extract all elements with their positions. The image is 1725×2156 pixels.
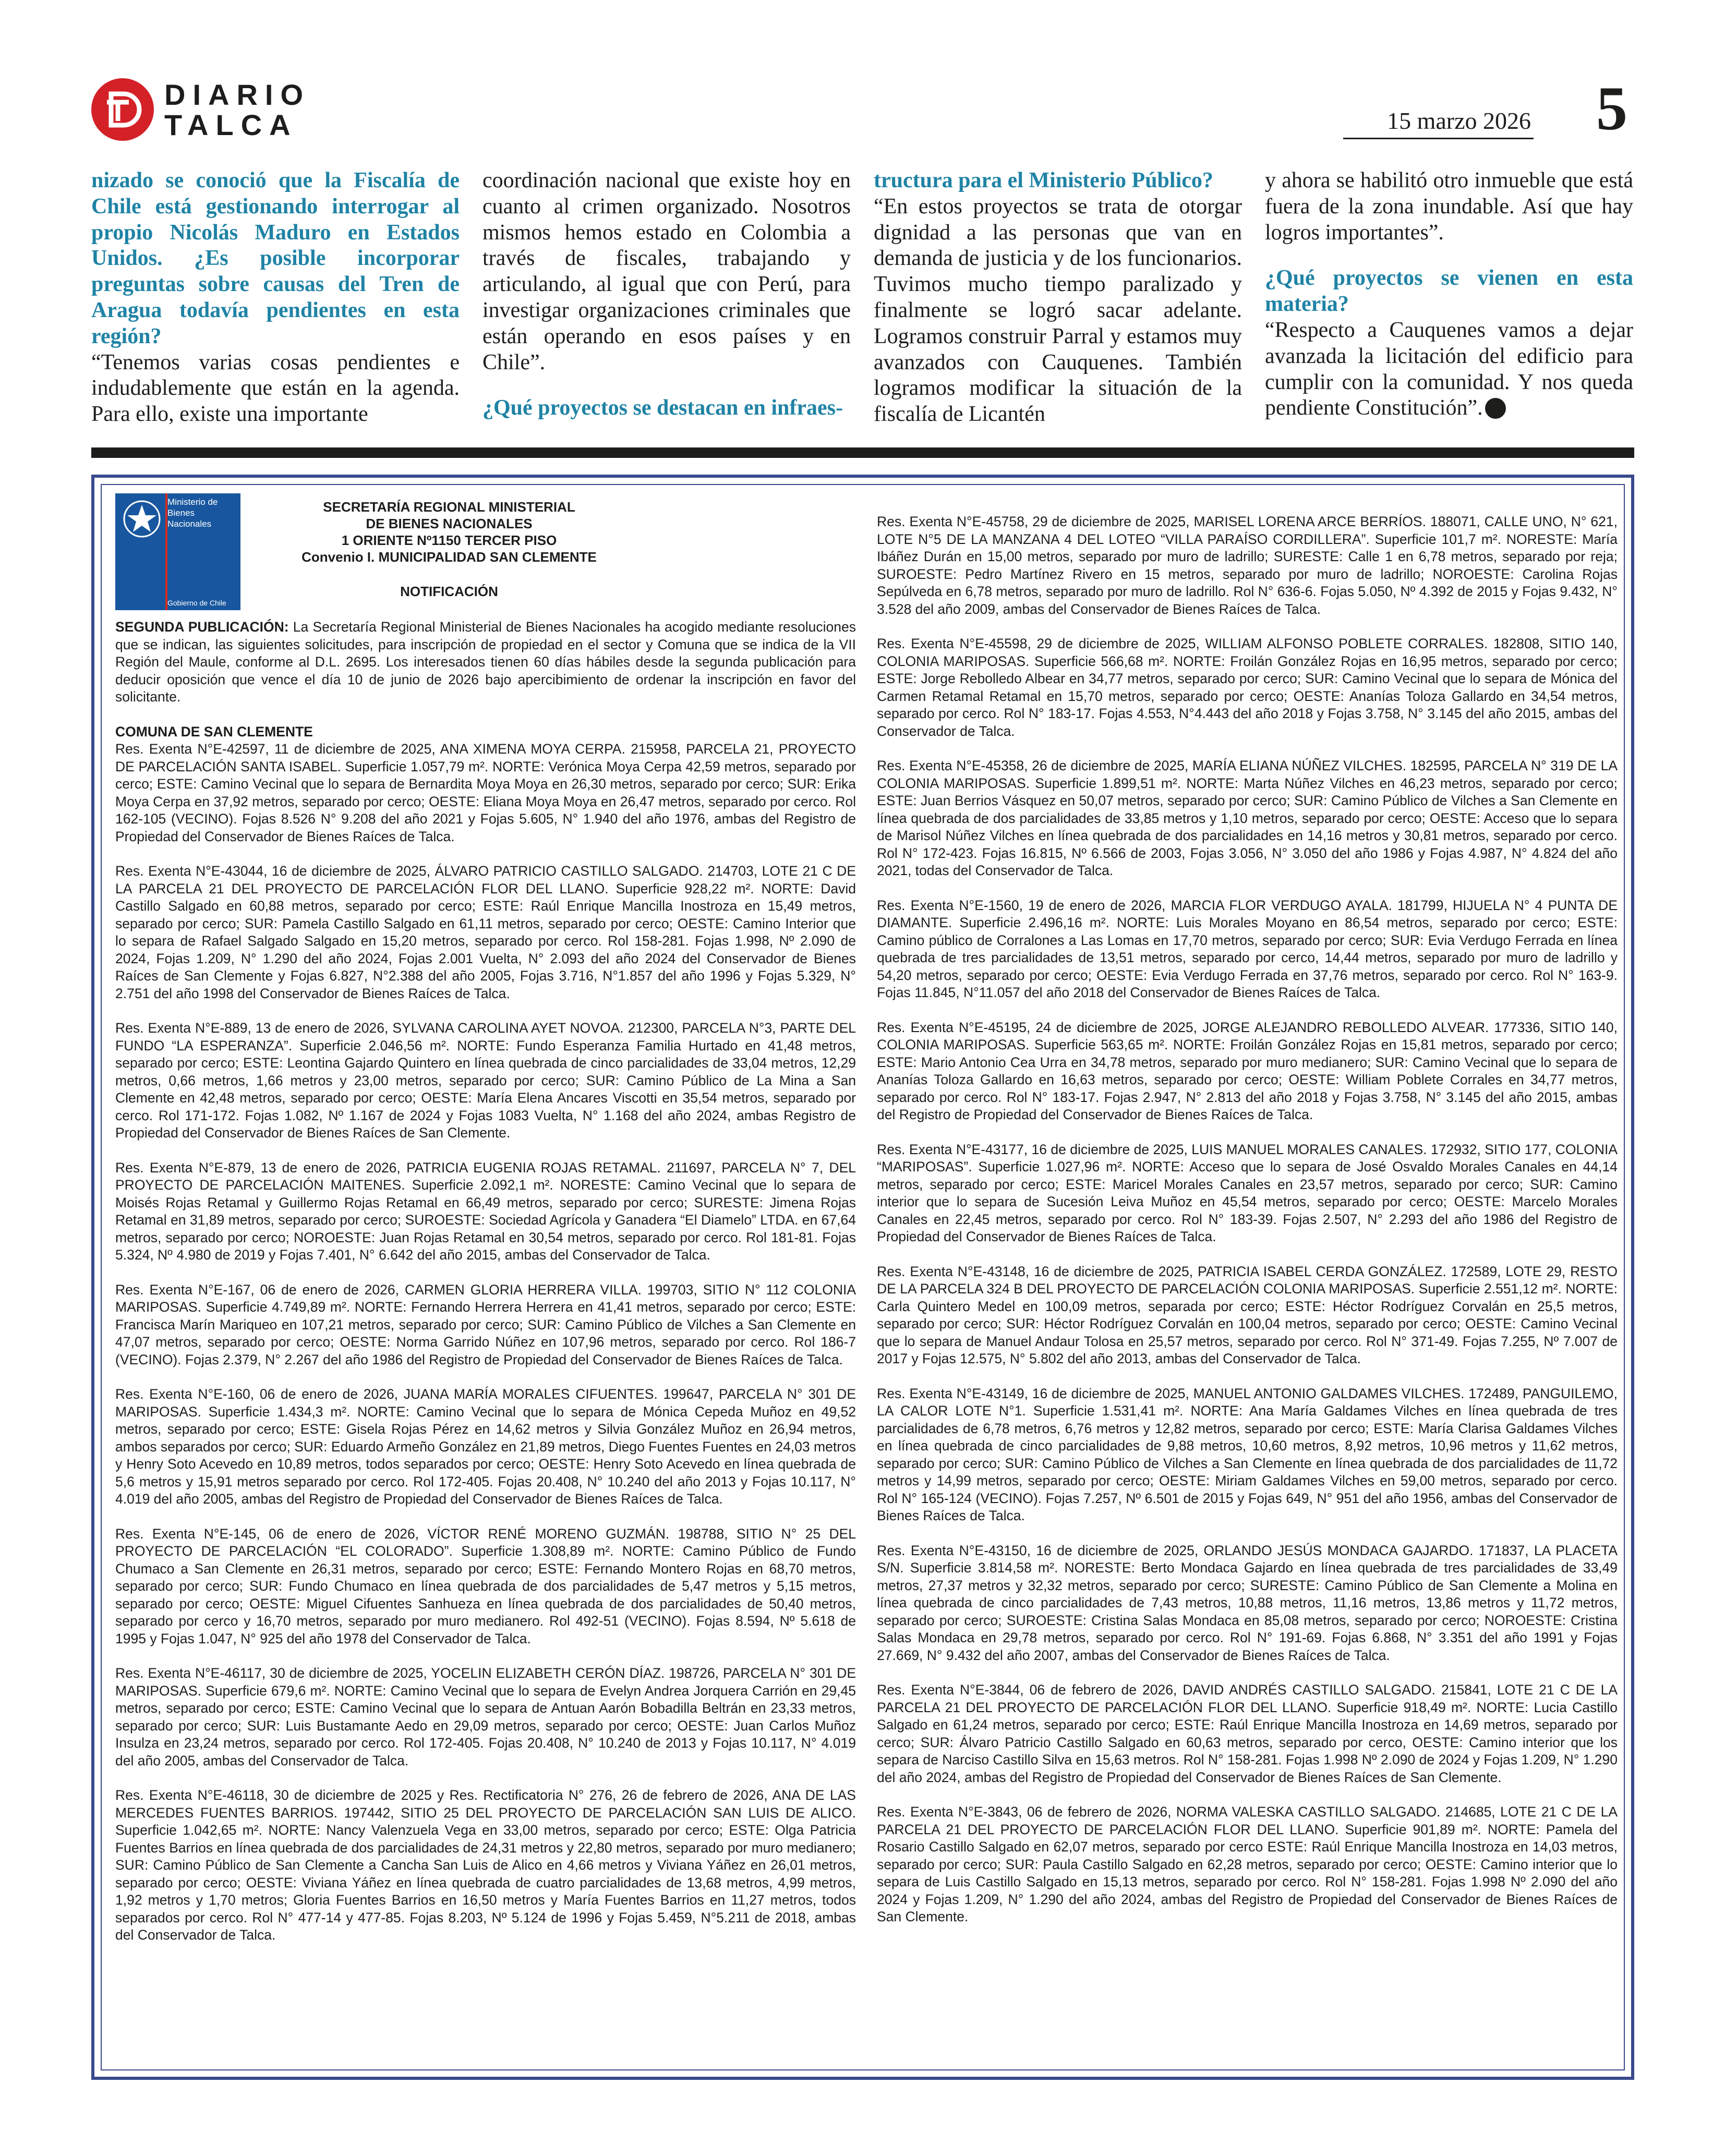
notice-header [251,499,647,600]
legal-notice-box [91,475,1634,2080]
logo-line2: TALCA [164,108,298,141]
notice-entry: Res. Exenta N°E-43177, 16 de diciembre de 2025, LUIS MANUEL MORALES CANALES. 172932, SITIO 177, COLONIA “MARIPOSAS”. Superficie 1.027,96 m². NORTE: Acceso que lo separa de José Osvaldo Morales Canales en 44,14 metros, separado por cerco; ESTE: Maricel Morales Canales en 23,57 metros, separado por cerco; SUR: Camino interior que lo separa de Sucesión Leiva Muñoz en 45,54 metros, separado por cerco; OESTE: Marcelo Morales Canales en 22,45 metros, separado por cerco. Rol N° 183-39. Fojas 2.507, N° 2.293 del año 1986 del Registro de Propiedad del Conservador de Bienes Raíces de Talca. [877,1141,1618,1244]
notice-head-line2: DE BIENES NACIONALES [366,516,533,531]
notice-entry: Res. Exenta N°E-167, 06 de enero de 2026, CARMEN GLORIA HERRERA VILLA. 199703, SITIO N° 112 COLONIA MARIPOSAS. Superficie 4.749,89 m². NORTE: Fernando Herrera Herrera en 41,41 metros, separado por cerco; ESTE: Francisca Marín Mariqueo en 107,21 metros, separado por cerco; SUR: Camino Público de Vilches a San Clemente en 47,07 metros, separado por cerco; OESTE: Norma Garrido Núñez en 107,96 metros, separado por cerco. Rol 186-7 (VECINO). Fojas 2.379, N° 2.267 del año 1986 del Registro de Propiedad del Conservador de Bienes Raíces de Talca. [115,1281,856,1367]
answer-3-wrap [1265,318,1633,421]
notice-entry: Res. Exenta N°E-46118, 30 de diciembre de 2025 y Res. Rectificatoria N° 276, 26 de febrero de 2026, ANA DE LAS MERCEDES FUENTES BARRIOS. 197442, SITIO 25 DEL PROYECTO DE PARCELACIÓN SAN LUIS DE ALICO. Superficie 1.042,65 m². NORTE: Nancy Valenzuela Vega en 33,00 metros, separado por cerco; ESTE: Olga Patricia Fuentes Barrios en línea quebrada de dos parcialidades de 24,31 metros y 22,80 metros, separado por muro medianero; SUR: Camino Público de San Clemente a Cancha San Luis de Alico en 4,66 metros y Viviana Yáñez en 26,01 metros, separado por cerco; OESTE: Viviana Yáñez en línea quebrada de cuatro parcialidades de 13,68 metros, 4,99 metros, 1,92 metros y 1,70 metros; Gloria Fuentes Barrios en 16,50 metros y María Fuentes Barrios en 11,27 metros, todos separados por cerco. Rol N° 477-14 y 477-85. Fojas 8.203, Nº 5.124 de 1996 y Fojas 5.459, N°5.211 de 2018, ambas del Conservador de Talca. [115,1787,856,1943]
notice-entry: Res. Exenta N°E-43150, 16 de diciembre de 2025, ORLANDO JESÚS MONDACA GAJARDO. 171837, LA PLACETA S/N. Superficie 3.814,58 m². NORESTE: Berto Mondaca Gajardo en línea quebrada de tres parcialidades de 33,49 metros, 27,37 metros y 32,32 metros, separado por cerco; SURESTE: Camino Público de San Clemente a Molina en línea quebrada de cinco parcialidades de 7,43 metros, 10,88 metros, 11,16 metros, 13,86 metros y 11,72 metros, separado por cerco; SUROESTE: Cristina Salas Mondaca en 85,08 metros, separado por cerco; NOROESTE: Cristina Salas Mondaca en 29,78 metros, separado por cerco. Rol N° 191-69. Fojas 6.868, N° 3.351 del año 1991 y Fojas 27.669, N° 9.432 del año 2007, ambas del Conservador de Bienes Raíces de Talca. [877,1542,1618,1663]
notice-entry: Res. Exenta N°E-889, 13 de enero de 2026, SYLVANA CAROLINA AYET NOVOA. 212300, PARCELA N°3, PARTE DEL FUNDO “LA ESPERANZA”. Superficie 2.046,56 m². NORTE: Fundo Esperanza Familia Hurtado en 41,48 metros, separado por cerco; ESTE: Leontina Gajardo Quintero en línea quebrada de cinco parcialidades de 33,04 metros, 12,29 metros, 0,66 metros, 1,66 metros y 23,00 metros, separado por cerco; SUR: Camino Público de La Mina a San Clemente en 42,48 metros, separado por cerco; OESTE: María Elena Ancares Viscotti en 35,54 metros, separado por cerco. Rol 171-172. Fojas 1.082, Nº 1.167 de 2024 y Fojas 1083 Vuelta, N° 1.168 del año 2024, ambas Registro de Propiedad del Conservador de Bienes Raíces de San Clemente. [115,1020,856,1141]
notice-entry: Res. Exenta N°E-43044, 16 de diciembre de 2025, ÁLVARO PATRICIO CASTILLO SALGADO. 214703, LOTE 21 C DE LA PARCELA 21 DEL PROYECTO DE PARCELACIÓN FLOR DEL LLANO. Superficie 928,22 m². NORTE: David Castillo Salgado en 60,88 metros, separado por cerco; ESTE: Raúl Enrique Mancilla Inostroza en 15,49 metros, separado por cerco; SUR: Pamela Castillo Salgado en 61,11 metros, separado por cerco; OESTE: Camino Interior que lo separa de Rafael Salgado Salgado en 15,20 metros, separado por cerco. Rol 158-281. Fojas 1.998, Nº 2.090 de 2024, Fojas 1.209, N° 1.290 del año 2024, Fojas 2.001 Vuelta, N° 2.093 del año 2024 del Conservador de Bienes Raíces de San Clemente y Fojas 6.827, N°2.388 del año 2005, Fojas 3.716, N°1.857 del año 1996 y Fojas 5.329, N° 2.751 del año 1998 del Conservador de Bienes Raíces de Talca. [115,863,856,1001]
notice-entry: Res. Exenta N°E-43148, 16 de diciembre de 2025, PATRICIA ISABEL CERDA GONZÁLEZ. 172589, LOTE 29, RESTO DE LA PARCELA 324 B DEL PROYECTO DE PARCELACIÓN COLONIA MARIPOSAS. Superficie 2.551,12 m². NORTE: Carla Quintero Medel en 100,09 metros, separada por cerco; ESTE: Héctor Rodríguez Corvalán en 25,5 metros, separado por cerco; SUR: Héctor Rodríguez Corvalán en 100,04 metros, separado por cerco; OESTE: Camino Vecinal que lo separa de Manuel Andaur Tolosa en 25,57 metros, separado por cerco. Rol N° 371-49. Fojas 7.255, Nº 7.007 de 2017 y Fojas 12.575, N° 5.802 del año 2013, ambas del Conservador de Talca. [877,1263,1618,1366]
notice-left-column [115,619,856,1961]
notice-entry: Res. Exenta N°E-43149, 16 de diciembre de 2025, MANUEL ANTONIO GALDAMES VILCHES. 172489, PANGUILEMO, LA CALOR LOTE N°1. Superficie 1.531,41 m². NORTE: Ana María Galdames Vilches en línea quebrada de tres parcialidades de 6,78 metros, 6,76 metros y 12,82 metros, separado por cerco; ESTE: María Clarisa Galdames Vilches en línea quebrada de cinco parcialidades de 9,88 metros, 10,60 metros, 8,92 metros, 10,96 metros y 11,62 metros, separado por cerco; SUR: Camino Público de Vilches a San Clemente en línea quebrada de dos parcialidades de 11,72 metros y 14,99 metros, separado por cerco; OESTE: Miriam Galdames Vilches en 59,00 metros, separado por cerco. Rol N° 165-124 (VECINO). Fojas 7.257, Nº 6.501 de 2015 y Fojas 649, N° 951 del año 1956, ambas del Conservador de Bienes Raíces de Talca. [877,1385,1618,1523]
ministry-name: Ministerio de Bienes Nacionales [167,497,218,529]
notice-entry: Res. Exenta N°E-45358, 26 de diciembre de 2025, MARÍA ELIANA NÚÑEZ VILCHES. 182595, PARCELA N° 319 DE LA COLONIA MARIPOSAS. Superficie 1.899,51 m². NORTE: Marta Núñez Vilches en 46,23 metros, separado por cerco; ESTE: Juan Berrios Vásquez en 50,07 metros, separado por cerco; SUR: Camino Público de Vilches a San Clemente en línea quebrada de dos parcialidades de 33,85 metros y 1,10 metros, separado por cerco; OESTE: Acceso que lo separa de Marisol Núñez Vilches en línea quebrada de dos parcialidades en 14,16 metros y 30,81 metros, separado por cerco. Rol N° 172-423. Fojas 16.815, Nº 6.566 de 2003, Fojas 3.056, N° 3.050 del año 1986 y Fojas 4.987, N° 4.824 del año 2021, todas del Conservador de Talca. [877,758,1618,878]
intro-text: La Secretaría Regional Ministerial de Bienes Nacionales ha acogido mediante resoluciones que se indican, las siguientes solicitudes, para inscripción de propiedad en el sector y Comuna que se indica de la VII Región del Maule, conforme al D.L. 2695. Los interesados tienen 60 días hábiles desde la segunda publicación para deducir oposición que vence el día 10 de junio de 2026 bajo apercibimiento de ordenar la inscripción en favor del solicitante. [115,619,856,705]
comuna-title: COMUNA DE SAN CLEMENTE [115,723,313,740]
notice-head-line3: 1 ORIENTE Nº1150 TERCER PISO [341,532,557,548]
comuna-block [115,723,856,741]
notice-entry: Res. Exenta N°E-42597, 11 de diciembre de 2025, ANA XIMENA MOYA CERPA. 215958, PARCELA 21, PROYECTO DE PARCELACIÓN SANTA ISABEL. Superficie 1.057,79 m². NORTE: Verónica Moya Cerpa 42,59 metros, separado por cerco; ESTE: Camino Vecinal que lo separa de Bernardita Moya Moya en 26,30 metros, separado por cerco; SUR: Erika Moya Cerpa en 37,92 metros, separado por cerco; OESTE: Eliana Moya Moya en 26,47 metros, separado por cerco. Rol 162-105 (VECINO). Fojas 8.526 N° 9.208 del año 2021 y Fojas 5.605, N° 1.940 del año 1976, ambas del Registro de Propiedad del Conservador de Bienes Raíces de Talca. [115,741,856,844]
notice-entry: Res. Exenta N°E-45195, 24 de diciembre de 2025, JORGE ALEJANDRO REBOLLEDO ALVEAR. 177336, SITIO 140, COLONIA MARIPOSAS. Superficie 563,65 m². NORTE: Froilán González Rojas en 15,81 metros, separado por cerco; ESTE: Mario Antonio Cea Urra en 34,78 metros, separado por muro medianero; SUR: Camino Vecinal que lo separa de Ananías Toloza Gallardo en 16,63 metros, separado por cerco; OESTE: William Poblete Corrales en 34,77 metros, separado por cerco. Rol N° 183-17. Fojas 2.947, N° 2.813 del año 2018 y Fojas 3.758, N° 3.145 del año 2015, ambas del Registro de Propiedad del Conservador de Bienes Raíces de Talca. [877,1019,1618,1122]
section-divider [91,447,1634,458]
intro-label: SEGUNDA PUBLICACIÓN: [115,619,289,635]
ministry-logo [115,493,240,610]
notice-entry: Res. Exenta N°E-160, 06 de enero de 2026, JUANA MARÍA MORALES CIFUENTES. 199647, PARCELA N° 301 DE MARIPOSAS. Superficie 1.434,3 m². NORTE: Camino Vecinal que lo separa de Mónica Cepeda Muñoz en 49,52 metros, separado por cerco; ESTE: Gisela Rojas Pérez en 14,62 metros y Silvia González Muñoz en 26,94 metros, ambos separados por cerco; SUR: Eduardo Armeño González en 21,89 metros, Diego Fuentes Fuentes en 24,03 metros y Henry Soto Acevedo en 10,89 metros, todos separados por cerco; OESTE: Henry Soto Acevedo en línea quebrada de 5,6 metros y 15,91 metros separado por cerco. Rol 172-405. Fojas 20.408, N° 10.240 del año 2013 y Fojas 10.117, N° 4.019 del año 2005, ambas del Registro de Propiedad del Conservador de Bienes Raíces de Talca. [115,1386,857,1507]
notice-title: NOTIFICACIÓN [400,584,498,599]
answer-3: “Respecto a Cauquenes vamos a dejar avanzada la licitación del edificio para cumplir con la comunidad. Y nos queda pendiente Constitución”. [1265,318,1633,420]
notice-entry: Res. Exenta N°E-3843, 06 de febrero de 2026, NORMA VALESKA CASTILLO SALGADO. 214685, LOTE 21 C DE LA PARCELA 21 DEL PROYECTO DE PARCELACIÓN FLOR DEL LLANO. Superficie 901,89 m². NORTE: Pamela del Rosario Castillo Salgado en 62,07 metros, separado por cerco ESTE: Raúl Enrique Mancilla Inostroza en 14,03 metros, separado por cerco; SUR: Paula Castillo Salgado en 62,28 metros, separado por cerco; OESTE: Camino interior que lo separa de Luis Castillo Salgado en 15,13 metros, separado por cerco. Rol N° 158-281. Fojas 1.998 Nº 2.090 del año 2024 y Fojas 1.209, N° 1.290 del año 2024, ambas del Registro de Propiedad del Conservador de Bienes Raíces de San Clemente. [877,1804,1618,1924]
notice-head-line4: Convenio I. MUNICIPALIDAD SAN CLEMENTE [301,549,597,565]
logo-line1: DIARIO [164,78,310,111]
coat-of-arms-icon [118,495,165,542]
answer-1-continued: coordinación nacional que existe hoy en cuanto al crimen organizado. Nosotros mismos hemos estado en Colombia a través de fiscales, trabajando y articulando, al igual que con Perú, para investigar organizaciones criminales que están operando en esos países y en Chile”. [482,168,851,374]
question-3: ¿Qué proyectos se vienen en esta materia? [1265,266,1633,317]
question-1: nizado se conoció que la Fiscalía de Chile está gestionando interrogar al propio Nicolás Maduro en Estados Unidos. ¿Es posible incorporar preguntas sobre causas del Tren de Aragua todavía pendientes en esta región? [91,168,460,348]
page-number: 5 [1596,74,1627,143]
end-of-article-icon [1485,398,1506,419]
article-column-4 [1265,168,1633,421]
notice-right-column [877,513,1618,1943]
issue-date: 15 marzo 2026 [1387,107,1531,134]
notice-intro [115,619,856,706]
notice-entry: Res. Exenta N°E-46117, 30 de diciembre de 2025, YOCELIN ELIZABETH CERÓN DÍAZ. 198726, PARCELA N° 301 DE MARIPOSAS. Superficie 679,6 m². NORTE: Camino Vecinal que lo separa de Evelyn Andrea Jorquera Carrión en 29,45 metros, separado por cerco; ESTE: Camino Vecinal que lo separa de Antuan Aarón Bobadilla Beltrán en 23,33 metros, separado por cerco; SUR: Luis Bustamante Aedo en 29,09 metros, separado por cerco; OESTE: Juan Carlos Muñoz Insulza en 23,24 metros, separado por cerco. Rol 172-405. Fojas 20.408, N° 10.240 de 2013 y Fojas 10.117, N° 4.019 del año 2005, ambas del Conservador de Talca. [115,1665,856,1769]
notice-entry: Res. Exenta N°E-879, 13 de enero de 2026, PATRICIA EUGENIA ROJAS RETAMAL. 211697, PARCELA N° 7, DEL PROYECTO DE PARCELACIÓN MAITENES. Superficie 2.092,1 m². NORESTE: Camino Vecinal que lo separa de Moisés Rojas Retamal y Guillermo Rojas Retamal en 66,49 metros, separado por cerco; SURESTE: Jimena Rojas Retamal en 31,89 metros, separado por cerco; SUROESTE: Sociedad Agrícola y Ganadera “El Diamelo” LTDA. en 67,64 metros, separado por cerco; NOROESTE: Juan Rojas Retamal en 30,54 metros, separado por cerco. Rol 181-81. Fojas 5.324, Nº 4.980 de 2019 y Fojas 7.401, N° 6.642 del año 2015, ambas del Conservador de Talca. [115,1159,856,1263]
masthead-logo [91,78,321,141]
notice-entry: Res. Exenta N°E-3844, 06 de febrero de 2026, DAVID ANDRÉS CASTILLO SALGADO. 215841, LOTE 21 C DE LA PARCELA 21 DEL PROYECTO DE PARCELACIÓN FLOR DEL LLANO. Superficie 918,49 m². NORTE: Lucia Castillo Salgado en 61,24 metros, separado por cerco; ESTE: Raúl Enrique Mancilla Inostroza en 14,69 metros, separado por cerco; SUR: Álvaro Patricio Castillo Salgado en 60,63 metros, separado por cerco, OESTE: Camino interior que los separa de Narciso Castillo Silva en 15,63 metros. Rol N° 158-281. Fojas 1.998 Nº 2.090 de 2024 y Fojas 1.209, N° 1.290 del año 2024, ambas del Registro de Propiedad del Conservador de Bienes Raíces de San Clemente. [877,1682,1618,1785]
article-column-1 [91,168,460,428]
notice-entry: Res. Exenta N°E-45758, 29 de diciembre de 2025, MARISEL LORENA ARCE BERRÍOS. 188071, CALLE UNO, N° 621, LOTE N°5 DE LA MANZANA 4 DEL LOTEO “VILLA PARAÍSO CORDILLERA”. Superficie 101,7 m². NORESTE: María Ibáñez Durán en 15,00 metros, separado por muro de ladrillo; SURESTE: Calle 1 en 6,78 metros, separado por reja; SUROESTE: Pedro Martínez Rivero en 15 metros, separado por muro de ladrillo; NOROESTE: Carolina Rojas Sepúlveda en 6,78 metros, separado por muro de ladrillo. Rol N° 636-6. Fojas 5.050, Nº 4.392 de 2015 y Fojas 9.432, N° 3.528 del año 2009, ambas del Conservador de Bienes Raíces de Talca. [877,514,1618,617]
notice-entry: Res. Exenta N°E-1560, 19 de enero de 2026, MARCIA FLOR VERDUGO AYALA. 181799, HIJUELA N° 4 PUNTA DE DIAMANTE. Superficie 2.496,16 m². NORTE: Luis Morales Moyano en 86,54 metros, separado por cerco; ESTE: Camino público de Corralones a Las Lomas en 17,70 metros, separado por cerco; SUR: Evia Verdugo Ferrada en línea quebrada de tres parcialidades de 13,51 metros, separado por cerco, 14,44 metros, separado por muro de ladrillo y 54,20 metros, separado por cerco; OESTE: Evia Verdugo Ferrada en 37,76 metros, separado por cerco. Rol N° 163-9. Fojas 11.845, N°11.057 del año 2018 del Conservador de Bienes Raíces de Talca. [877,897,1618,1000]
answer-2-continued: y ahora se habilitó otro inmueble que está fuera de la zona inundable. Así que hay logros importantes”. [1265,168,1633,245]
question-2-end: tructura para el Ministerio Público? [874,168,1213,192]
article-column-3 [874,168,1242,428]
diario-talca-logo-icon [91,78,154,141]
notice-entry: Res. Exenta N°E-145, 06 de enero de 2026, VÍCTOR RENÉ MORENO GUZMÁN. 198788, SITIO N° 25 DEL PROYECTO DE PARCELACIÓN “EL COLORADO”. Superficie 1.308,89 m². NORTE: Camino Público de Fundo Chumaco a San Clemente en 26,31 metros, separado por cerco; ESTE: Fernando Montero Rojas en 68,70 metros, separado por cerco; SUR: Fundo Chumaco en línea quebrada de dos parcialidades de 5,47 metros y 5,15 metros, separado por cerco; OESTE: Miguel Cifuentes Sanhueza en línea quebrada de dos parcialidades de 50,40 metros, separado por cerco y 16,70 metros, separado por muro medianero. Rol 492-51 (VECINO). Fojas 8.594, Nº 5.618 de 1995 y Fojas 1.047, N° 925 del año 1978 del Conservador de Talca. [115,1525,856,1646]
notice-head-line1: SECRETARÍA REGIONAL MINISTERIAL [323,499,575,515]
notice-entry: Res. Exenta N°E-45598, 29 de diciembre de 2025, WILLIAM ALFONSO POBLETE CORRALES. 182808, SITIO 140, COLONIA MARIPOSAS. Superficie 566,68 m². NORTE: Froilán González Rojas en 16,95 metros, separado por cerco; ESTE: Jorge Rebolledo Albear en 34,77 metros, separado por cerco; SUR: Camino Vecinal que lo separa de Mónica del Carmen Retamal Retamal en 15,70 metros, separado por cerco; OESTE: Ananías Toloza Gallardo en 34,54 metros, separado por cerco. Rol N° 183-17. Fojas 4.553, N°4.443 del año 2018 y Fojas 3.758, N° 3.145 del año 2015, ambas del Conservador de Talca. [877,636,1618,739]
government-label: Gobierno de Chile [167,599,226,607]
article-column-2 [482,168,851,421]
question-2-start: ¿Qué proyectos se destacan en infraes- [482,396,843,420]
answer-2: “En estos proyectos se trata de otorgar dignidad a las personas que van en demanda de justicia y de los funcionarios. Tuvimos mucho tiempo paralizado y finalmente se logró sacar adelante. Logramos construir Parral y estamos muy avanzados con Cauquenes. También logramos modificar la situación de la fiscalía de Licantén [874,194,1242,427]
answer-1: “Tenemos varias cosas pendientes e indudablemente que están en la agenda. Para ello, existe una importante [91,350,460,427]
date-underline [1343,138,1534,139]
